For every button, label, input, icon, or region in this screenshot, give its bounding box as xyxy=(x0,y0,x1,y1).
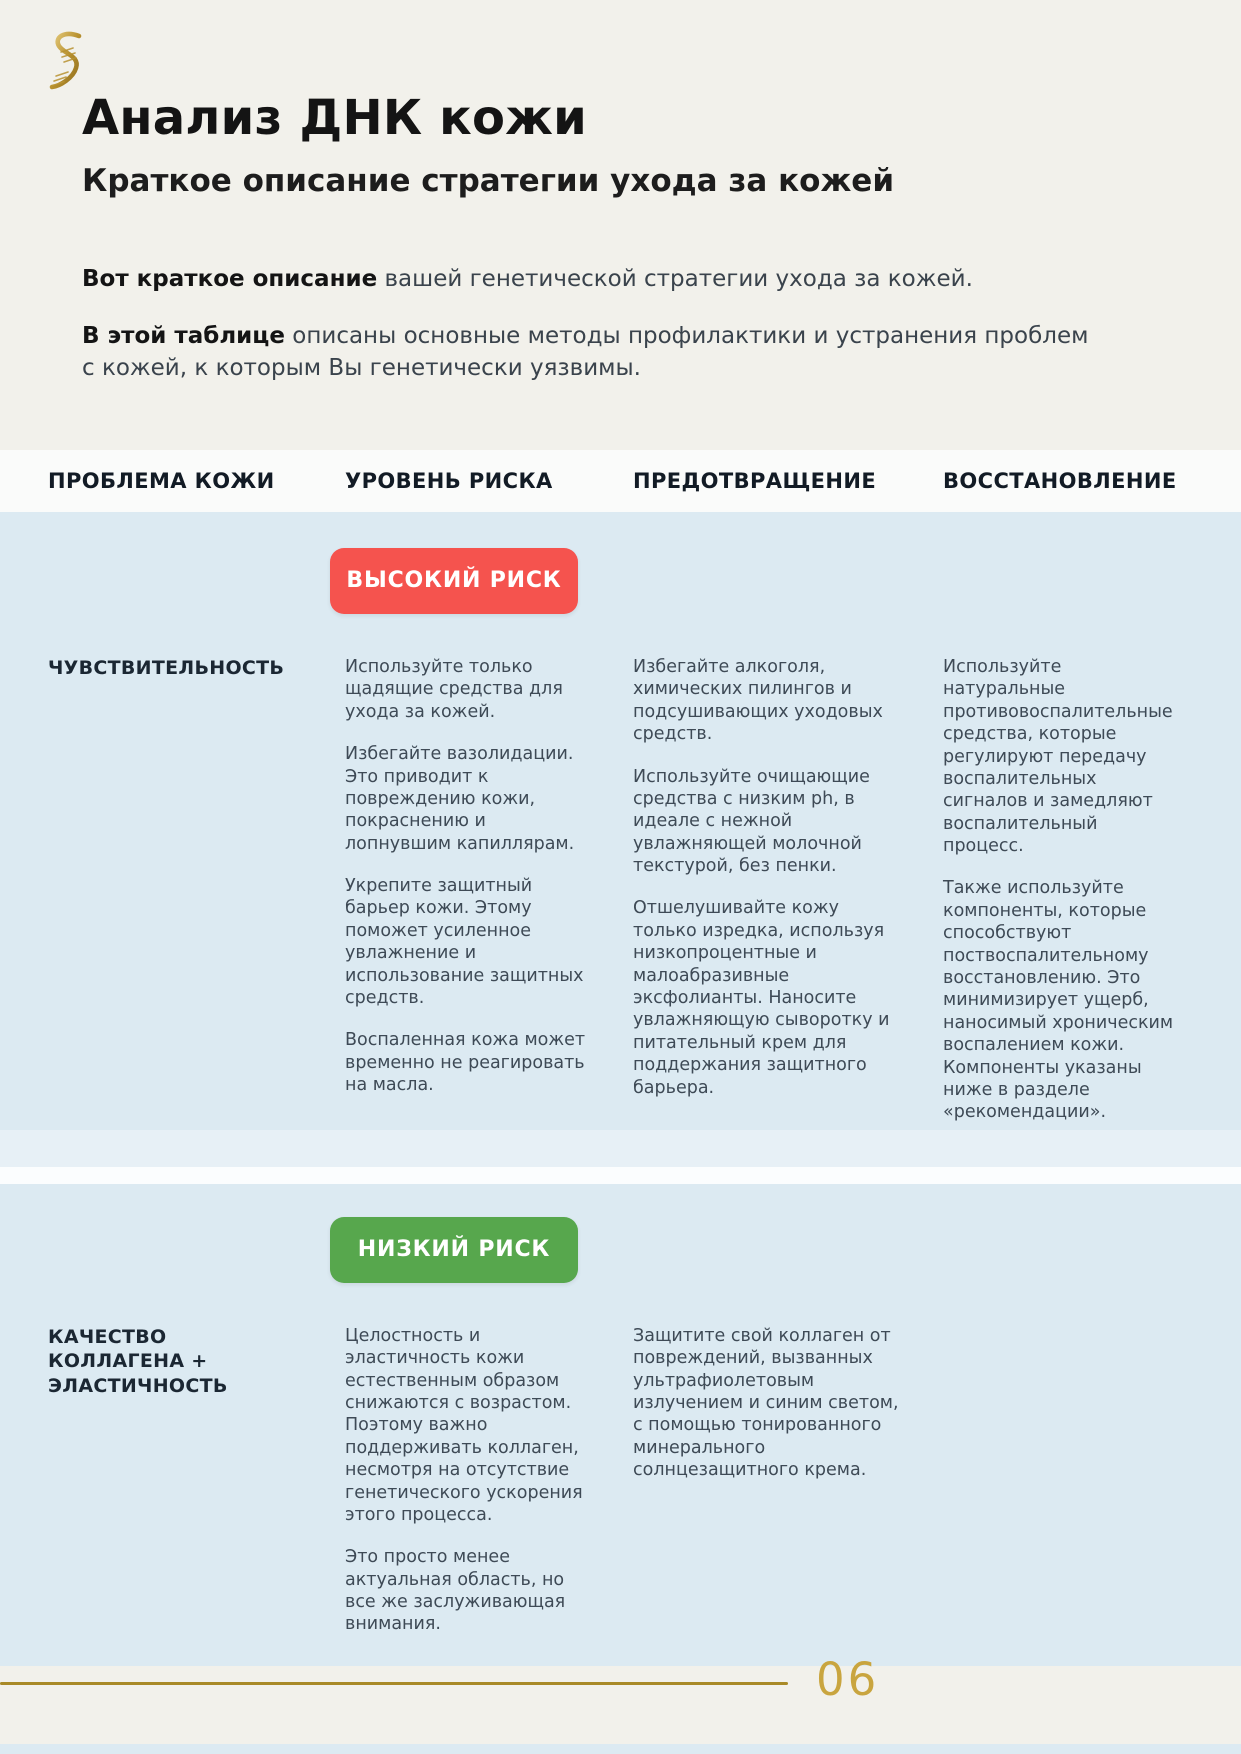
intro-lead-2: В этой таблице xyxy=(82,322,285,349)
intro-text-1: вашей генетической стратегии ухода за кожей. xyxy=(377,266,973,293)
page-number: 06 xyxy=(816,1652,880,1706)
cell-prevention xyxy=(633,1325,943,1482)
high-risk-badge: ВЫСОКИЙ РИСК xyxy=(330,548,578,614)
low-risk-badge: НИЗКИЙ РИСК xyxy=(330,1217,578,1283)
table-row-collagen xyxy=(0,1325,1241,1636)
section-high-risk xyxy=(0,512,1241,1130)
prevention-paragraph: Отшелушивайте кожу только изредка, используя низкопроцентные и малоабразивные эксфолианты. Наносите увлажняющую сыворотку и питательный крем для поддержания защитного барьера. xyxy=(633,898,890,1098)
prevention-paragraph: Используйте очищающие средства с низким ph, в идеале с нежной увлажняющей молочной текстурой, без пенки. xyxy=(633,766,870,877)
dna-helix-logo-icon xyxy=(46,28,92,94)
column-header-prevention: ПРЕДОТВРАЩЕНИЕ xyxy=(633,468,877,493)
page-footer xyxy=(0,1652,1241,1754)
intro-lead-1: Вот краткое описание xyxy=(82,266,378,293)
cell-recovery xyxy=(943,656,1221,1124)
table-row-sensitivity xyxy=(0,656,1241,1124)
risk-paragraph: Воспаленная кожа может временно не реагировать на масла. xyxy=(345,1030,586,1096)
column-header-skin-problem: ПРОБЛЕМА КОЖИ xyxy=(48,468,275,493)
section-divider-fade xyxy=(0,1130,1241,1167)
row-label-sensitivity: ЧУВСТВИТЕЛЬНОСТЬ xyxy=(48,656,285,679)
risk-paragraph: Используйте только щадящие средства для ухода за кожей. xyxy=(345,656,563,722)
risk-paragraph: Это просто менее актуальная область, но все же заслуживающая внимания. xyxy=(345,1547,566,1635)
intro-text-2: описаны основные методы профилактики и устранения проблем с кожей, к которым Вы генетически уязвимы. xyxy=(82,322,1089,381)
risk-paragraph: Избегайте вазолидации. Это приводит к повреждению кожи, покраснению и лопнувшим капиллярам. xyxy=(345,744,575,854)
section-divider-gap xyxy=(0,1167,1241,1184)
cell-risk-level xyxy=(345,656,633,1097)
page-title: Анализ ДНК кожи xyxy=(82,90,587,146)
next-section-preview-strip xyxy=(0,1744,1241,1754)
row-label-collagen: КАЧЕСТВО КОЛЛАГЕНА + ЭЛАСТИЧНОСТЬ xyxy=(48,1325,228,1398)
section-low-risk xyxy=(0,1184,1241,1666)
prevention-paragraph: Избегайте алкоголя, химических пилингов и подсушивающих уходовых средств. xyxy=(633,656,883,745)
column-header-recovery: ВОССТАНОВЛЕНИЕ xyxy=(943,468,1177,493)
column-header-risk-level: УРОВЕНЬ РИСКА xyxy=(345,468,553,493)
risk-paragraph: Укрепите защитный барьер кожи. Этому поможет усиленное увлажнение и использование защитных средств. xyxy=(345,876,584,1009)
table-header-row xyxy=(0,450,1241,512)
intro-paragraph-2 xyxy=(82,320,1102,384)
page-subtitle: Краткое описание стратегии ухода за кожей xyxy=(82,162,895,199)
cell-risk-level xyxy=(345,1325,633,1636)
risk-paragraph: Целостность и эластичность кожи естественным образом снижаются с возрастом. Поэтому важно поддерживать коллаген, несмотря на отсутствие генетического ускорения этого процесса. xyxy=(345,1325,583,1525)
prevention-paragraph: Защитите свой коллаген от повреждений, вызванных ультрафиолетовым излучением и синим светом, с помощью тонированного минерального солнцезащитного крема. xyxy=(633,1325,899,1481)
recovery-paragraph: Также используйте компоненты, которые способствуют поствоспалительному восстановлению. Это минимизирует ущерб, наносимый хроническим воспалением кожи. Компоненты указаны ниже в разделе «рекомендации». xyxy=(943,878,1174,1123)
footer-gold-line xyxy=(0,1682,788,1685)
recovery-paragraph: Используйте натуральные противовоспалительные средства, которые регулируют передачу воспалительных сигналов и замедляют воспалительный процесс. xyxy=(943,656,1173,857)
intro-paragraph-1 xyxy=(82,263,1102,295)
cell-prevention xyxy=(633,656,943,1099)
